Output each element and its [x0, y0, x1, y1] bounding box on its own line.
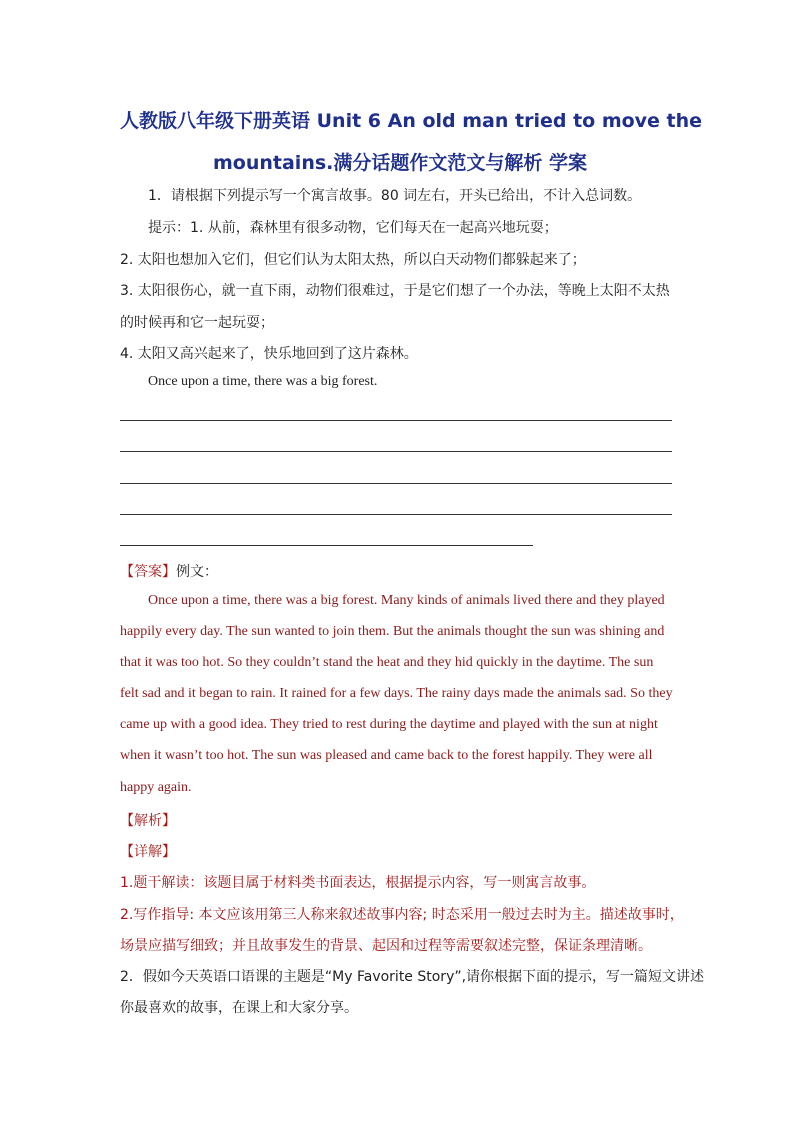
- page-title-line2: mountains.满分话题作文范文与解析 学案: [213, 152, 587, 174]
- answer-blank-line: [120, 483, 672, 484]
- answer-blank-line: [120, 451, 672, 452]
- analysis-point2b: 场景应描写细致；并且故事发生的背景、起因和过程等需要叙述完整，保证条理清晰。: [120, 938, 652, 954]
- analysis-point1: 1.题干解读：该题目属于材料类书面表达，根据提示内容，写一则寓言故事。: [120, 875, 596, 891]
- answer-line: came up with a good idea. They tried to rest during the daytime and played with the sun at night: [120, 717, 658, 732]
- question2-line1: 2．假如今天英语口语课的主题是“My Favorite Story”,请你根据下面的提示，写一篇短文讲述: [120, 969, 705, 985]
- answer-line: happy again.: [120, 780, 192, 795]
- answer-blank-line: [120, 514, 672, 515]
- question1-hint3a: 3. 太阳很伤心，就一直下雨，动物们很难过，于是它们想了一个办法，等晚上太阳不太热: [120, 283, 670, 299]
- answer-line: when it wasn’t too hot. The sun was pleased and came back to the forest happily. They were all: [120, 748, 653, 763]
- answer-label: 【答案】: [120, 564, 176, 580]
- question1-hint3b: 的时候再和它一起玩耍；: [120, 315, 274, 331]
- question1-prompt: 1．请根据下列提示写一个寓言故事。80 词左右，开头已给出，不计入总词数。: [148, 188, 642, 204]
- question1-hint2: 2. 太阳也想加入它们，但它们认为太阳太热，所以白天动物们都躲起来了；: [120, 252, 586, 268]
- answer-blank-line: [120, 545, 533, 546]
- page-title-line1: 人教版八年级下册英语 Unit 6 An old man tried to move the: [120, 110, 703, 132]
- question2-line2: 你最喜欢的故事，在课上和大家分享。: [120, 1000, 358, 1016]
- analysis-label: 【解析】: [120, 813, 176, 829]
- answer-line: felt sad and it began to rain. It rained for a few days. The rainy days made the animals sad. So they: [120, 686, 673, 701]
- answer-label-suffix: 例文：: [176, 564, 218, 580]
- answer-line: Once upon a time, there was a big forest. Many kinds of animals lived there and they played: [148, 593, 665, 608]
- question1-opening: Once upon a time, there was a big forest.: [148, 374, 378, 389]
- answer-heading: [120, 561, 218, 581]
- answer-line: happily every day. The sun wanted to join them. But the animals thought the sun was shining and: [120, 624, 665, 639]
- question1-hint1: 提示：1. 从前，森林里有很多动物，它们每天在一起高兴地玩耍；: [148, 220, 558, 236]
- answer-line: that it was too hot. So they couldn’t stand the heat and they hid quickly in the daytime. The sun: [120, 655, 654, 670]
- analysis-point2a: 2.写作指导: 本文应该用第三人称来叙述故事内容; 时态采用一般过去时为主。描述故事时，: [120, 907, 684, 923]
- answer-blank-line: [120, 420, 672, 421]
- analysis-detail-label: 【详解】: [120, 844, 176, 860]
- question1-hint4: 4. 太阳又高兴起来了，快乐地回到了这片森林。: [120, 346, 418, 362]
